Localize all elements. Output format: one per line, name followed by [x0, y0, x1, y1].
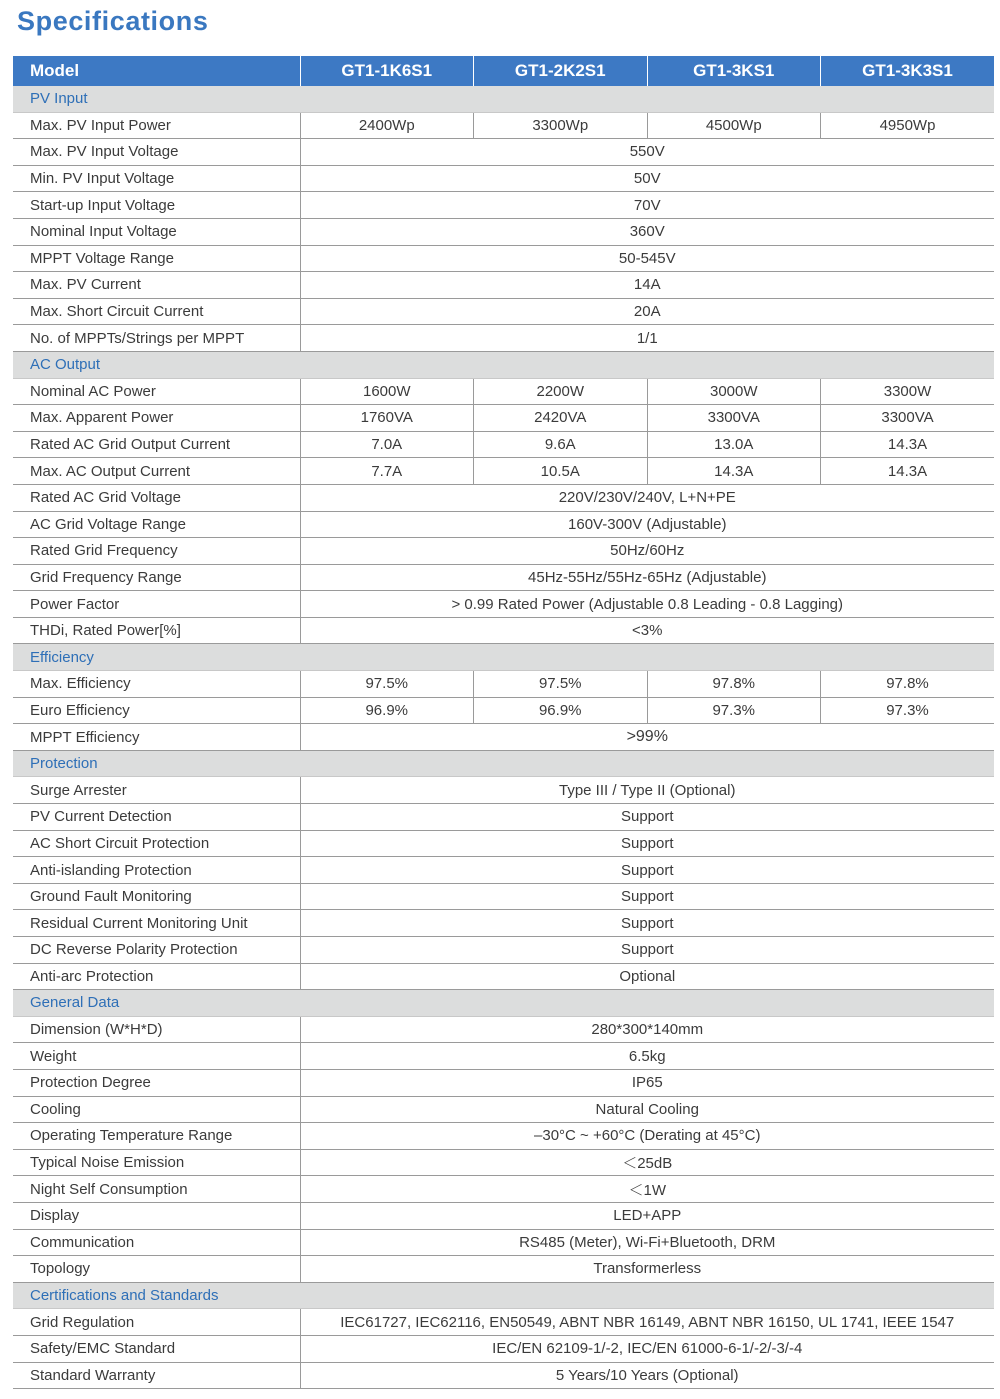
row-label: Weight	[13, 1043, 300, 1070]
section-header-row	[13, 644, 994, 671]
row-value: IEC61727, IEC62116, EN50549, ABNT NBR 16149, ABNT NBR 16150, UL 1741, IEEE 1547	[300, 1309, 994, 1336]
row-value: 14A	[300, 272, 994, 299]
table-row	[13, 245, 994, 272]
row-label: THDi, Rated Power[%]	[13, 617, 300, 644]
row-label: Residual Current Monitoring Unit	[13, 910, 300, 937]
row-label: Display	[13, 1202, 300, 1229]
table-row	[13, 405, 994, 432]
row-label: Safety/EMC Standard	[13, 1335, 300, 1362]
row-value: 3300VA	[647, 405, 821, 432]
row-label: Max. PV Current	[13, 272, 300, 299]
table-row	[13, 378, 994, 405]
section-title: Efficiency	[13, 644, 994, 671]
table-header-row	[13, 56, 994, 86]
row-value: 97.8%	[821, 671, 995, 698]
row-value: 360V	[300, 218, 994, 245]
row-value: 10.5A	[474, 458, 648, 485]
table-row	[13, 511, 994, 538]
table-row	[13, 857, 994, 884]
row-label: Grid Frequency Range	[13, 564, 300, 591]
row-value: 13.0A	[647, 431, 821, 458]
page-title: Specifications	[17, 6, 209, 36]
row-value: 1/1	[300, 325, 994, 352]
row-value: LED+APP	[300, 1202, 994, 1229]
row-label: Max. PV Input Power	[13, 112, 300, 139]
row-value: 7.7A	[300, 458, 474, 485]
row-value: 97.5%	[474, 671, 648, 698]
row-value: 14.3A	[821, 431, 995, 458]
row-label: Min. PV Input Voltage	[13, 165, 300, 192]
row-value: 9.6A	[474, 431, 648, 458]
row-value: ＜25dB	[300, 1149, 994, 1176]
row-value: 2400Wp	[300, 112, 474, 139]
row-value: 3300Wp	[474, 112, 648, 139]
row-value: Support	[300, 804, 994, 831]
row-value: Support	[300, 910, 994, 937]
row-value: Support	[300, 883, 994, 910]
row-value: RS485 (Meter), Wi-Fi+Bluetooth, DRM	[300, 1229, 994, 1256]
row-value: Natural Cooling	[300, 1096, 994, 1123]
row-value: 96.9%	[474, 697, 648, 724]
row-label: Dimension (W*H*D)	[13, 1016, 300, 1043]
table-row	[13, 165, 994, 192]
row-label: PV Current Detection	[13, 804, 300, 831]
row-value: 50Hz/60Hz	[300, 538, 994, 565]
row-value: 97.8%	[647, 671, 821, 698]
row-value: 97.5%	[300, 671, 474, 698]
row-label: Rated AC Grid Voltage	[13, 484, 300, 511]
row-value: Support	[300, 830, 994, 857]
row-label: Rated Grid Frequency	[13, 538, 300, 565]
section-header-row	[13, 750, 994, 777]
row-value: 3000W	[647, 378, 821, 405]
table-row	[13, 1016, 994, 1043]
row-value: 3300W	[821, 378, 995, 405]
row-value: 4500Wp	[647, 112, 821, 139]
row-value: 14.3A	[821, 458, 995, 485]
table-row	[13, 937, 994, 964]
row-value: 1760VA	[300, 405, 474, 432]
table-row	[13, 1043, 994, 1070]
table-row	[13, 777, 994, 804]
row-label: MPPT Voltage Range	[13, 245, 300, 272]
table-row	[13, 963, 994, 990]
table-row	[13, 458, 994, 485]
row-label: Nominal Input Voltage	[13, 218, 300, 245]
table-row	[13, 564, 994, 591]
table-row	[13, 1335, 994, 1362]
table-row	[13, 1096, 994, 1123]
table-row	[13, 1149, 994, 1176]
row-value: ＜1W	[300, 1176, 994, 1203]
table-row	[13, 830, 994, 857]
section-header-row	[13, 351, 994, 378]
table-row	[13, 431, 994, 458]
row-label: Communication	[13, 1229, 300, 1256]
row-label: Anti-arc Protection	[13, 963, 300, 990]
row-value: 5 Years/10 Years (Optional)	[300, 1362, 994, 1389]
table-row	[13, 298, 994, 325]
row-label: Max. Apparent Power	[13, 405, 300, 432]
row-value: 45Hz-55Hz/55Hz-65Hz (Adjustable)	[300, 564, 994, 591]
table-row	[13, 1229, 994, 1256]
section-header-row	[13, 990, 994, 1017]
table-row	[13, 883, 994, 910]
row-value: 1600W	[300, 378, 474, 405]
row-label: Power Factor	[13, 591, 300, 618]
row-label: AC Grid Voltage Range	[13, 511, 300, 538]
row-label: Rated AC Grid Output Current	[13, 431, 300, 458]
row-value: Optional	[300, 963, 994, 990]
row-value: 6.5kg	[300, 1043, 994, 1070]
table-row	[13, 538, 994, 565]
row-value: Type III / Type II (Optional)	[300, 777, 994, 804]
table-row	[13, 1069, 994, 1096]
row-value: Support	[300, 857, 994, 884]
row-label: Topology	[13, 1256, 300, 1283]
specifications-table	[13, 56, 994, 1389]
row-label: Grid Regulation	[13, 1309, 300, 1336]
table-row	[13, 218, 994, 245]
table-row	[13, 1309, 994, 1336]
row-label: DC Reverse Polarity Protection	[13, 937, 300, 964]
table-row	[13, 139, 994, 166]
row-value: 70V	[300, 192, 994, 219]
row-label: AC Short Circuit Protection	[13, 830, 300, 857]
row-value: 550V	[300, 139, 994, 166]
model-column-header: Model	[13, 56, 300, 86]
table-row	[13, 1256, 994, 1283]
row-value: 160V-300V (Adjustable)	[300, 511, 994, 538]
section-title: General Data	[13, 990, 994, 1017]
table-row	[13, 1123, 994, 1150]
section-header-row	[13, 86, 994, 112]
row-label: Start-up Input Voltage	[13, 192, 300, 219]
section-title: Certifications and Standards	[13, 1282, 994, 1309]
row-value: IEC/EN 62109-1/-2, IEC/EN 61000-6-1/-2/-3/-4	[300, 1335, 994, 1362]
row-value: 14.3A	[647, 458, 821, 485]
section-title: AC Output	[13, 351, 994, 378]
specifications-body	[13, 86, 994, 1389]
row-label: Max. Short Circuit Current	[13, 298, 300, 325]
row-value: 97.3%	[647, 697, 821, 724]
row-value: 20A	[300, 298, 994, 325]
row-label: Night Self Consumption	[13, 1176, 300, 1203]
model-header: GT1-3KS1	[647, 56, 821, 86]
table-row	[13, 697, 994, 724]
table-row	[13, 192, 994, 219]
table-row	[13, 1202, 994, 1229]
table-row	[13, 325, 994, 352]
section-header-row	[13, 1282, 994, 1309]
table-row	[13, 1176, 994, 1203]
row-label: Max. AC Output Current	[13, 458, 300, 485]
section-title: Protection	[13, 750, 994, 777]
model-header: GT1-1K6S1	[300, 56, 474, 86]
row-label: Max. Efficiency	[13, 671, 300, 698]
row-label: Euro Efficiency	[13, 697, 300, 724]
row-label: Operating Temperature Range	[13, 1123, 300, 1150]
model-header: GT1-3K3S1	[821, 56, 995, 86]
row-label: Ground Fault Monitoring	[13, 883, 300, 910]
row-value: 3300VA	[821, 405, 995, 432]
row-label: Nominal AC Power	[13, 378, 300, 405]
row-value: <3%	[300, 617, 994, 644]
row-label: Anti-islanding Protection	[13, 857, 300, 884]
row-value: > 0.99 Rated Power (Adjustable 0.8 Leading - 0.8 Lagging)	[300, 591, 994, 618]
row-value: >99%	[300, 724, 994, 751]
row-value: 50-545V	[300, 245, 994, 272]
table-row	[13, 591, 994, 618]
table-row	[13, 272, 994, 299]
row-label: Protection Degree	[13, 1069, 300, 1096]
row-value: 7.0A	[300, 431, 474, 458]
row-label: MPPT Efficiency	[13, 724, 300, 751]
row-value: 280*300*140mm	[300, 1016, 994, 1043]
row-value: Support	[300, 937, 994, 964]
table-row	[13, 1362, 994, 1389]
row-value: 2200W	[474, 378, 648, 405]
table-row	[13, 671, 994, 698]
row-value: 96.9%	[300, 697, 474, 724]
row-label: Surge Arrester	[13, 777, 300, 804]
row-value: 97.3%	[821, 697, 995, 724]
row-label: Standard Warranty	[13, 1362, 300, 1389]
row-label: Typical Noise Emission	[13, 1149, 300, 1176]
table-row	[13, 724, 994, 751]
table-row	[13, 484, 994, 511]
table-row	[13, 804, 994, 831]
row-value: 4950Wp	[821, 112, 995, 139]
section-title: PV Input	[13, 86, 994, 112]
model-header: GT1-2K2S1	[474, 56, 648, 86]
row-value: IP65	[300, 1069, 994, 1096]
row-value: –30°C ~ +60°C (Derating at 45°C)	[300, 1123, 994, 1150]
row-value: 220V/230V/240V, L+N+PE	[300, 484, 994, 511]
table-row	[13, 910, 994, 937]
row-value: 2420VA	[474, 405, 648, 432]
row-value: 50V	[300, 165, 994, 192]
row-label: Max. PV Input Voltage	[13, 139, 300, 166]
table-row	[13, 112, 994, 139]
row-label: Cooling	[13, 1096, 300, 1123]
row-value: Transformerless	[300, 1256, 994, 1283]
table-row	[13, 617, 994, 644]
row-label: No. of MPPTs/Strings per MPPT	[13, 325, 300, 352]
